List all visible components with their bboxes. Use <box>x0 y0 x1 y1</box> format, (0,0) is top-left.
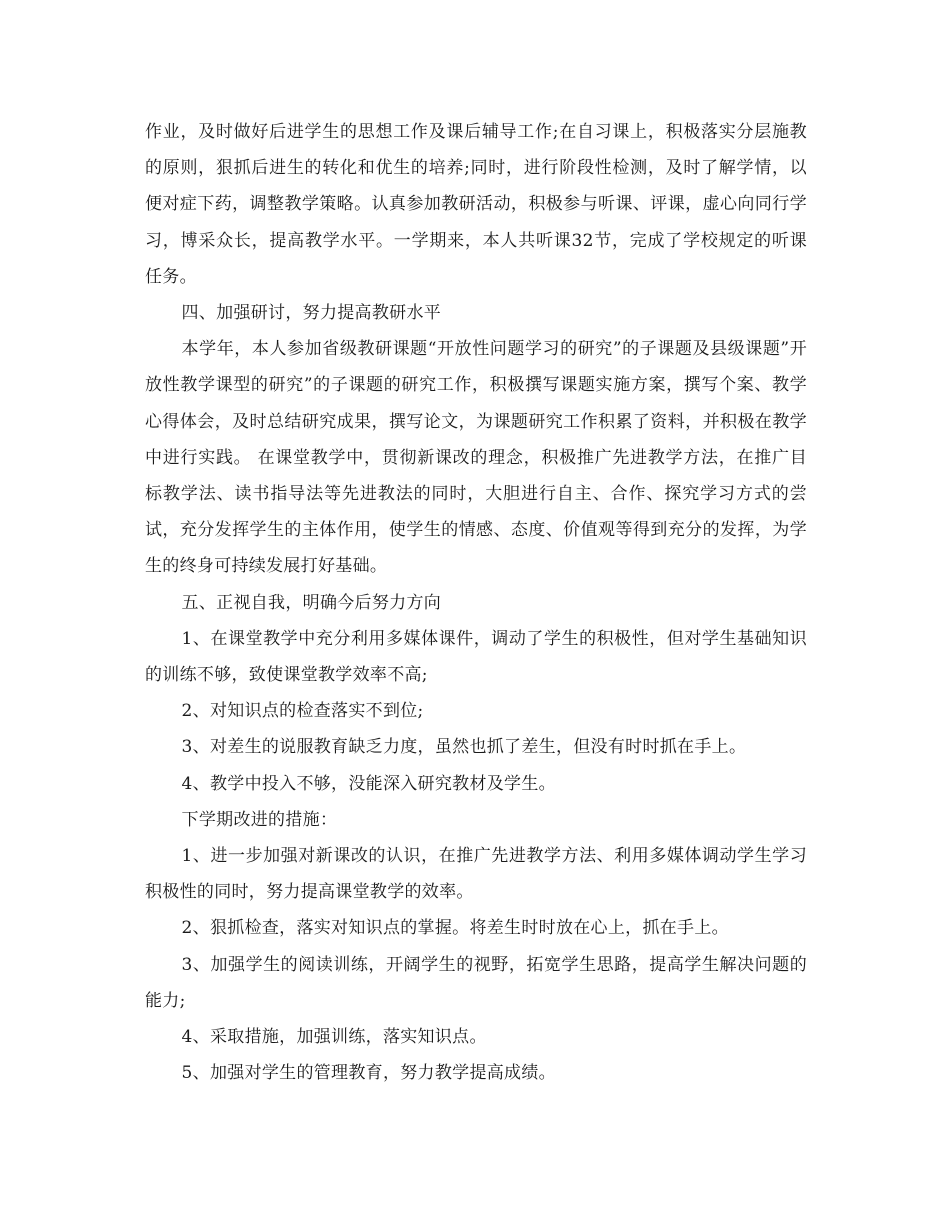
list-item-shortcoming-2: 2、对知识点的检查落实不到位; <box>181 701 424 722</box>
list-item-shortcoming-1: 1、在课堂教学中充分利用多媒体课件，调动了学生的积极性，但对学生基础知识的训练不够，致使课堂教学效率不高; <box>145 628 807 686</box>
subheading-improvement-measures: 下学期改进的措施： <box>181 809 338 830</box>
list-item-measure-5: 5、加强对学生的管理教育，努力教学提高成绩。 <box>181 1063 556 1084</box>
list-item-shortcoming-3: 3、对差生的说服教育缺乏力度，虽然也抓了差生，但没有时时抓在手上。 <box>181 737 747 758</box>
list-item-shortcoming-4: 4、教学中投入不够，没能深入研究教材及学生。 <box>181 773 556 794</box>
list-item-measure-4: 4、采取措施，加强训练，落实知识点。 <box>181 1027 487 1048</box>
list-item-measure-3: 3、加强学生的阅读训练，开阔学生的视野，拓宽学生思路，提高学生解决问题的能力; <box>145 954 807 1011</box>
paragraph-research-work: 本学年，本人参加省级教研课题“开放性问题学习的研究”的子课题及县级课题”开放性教学课型的研究”的子课题的研究工作，积极撰写课题实施方案，撰写个案、教学心得体会，及时总结研究成果，撰写论文，为课题研究工作积累了资料，并积极在教学中进行实践。 在课堂教学中，贯彻新课改的理念，积极推广先进教学方法，在推广目标教学法、读书指导法等先进教法的同时，大胆进行自主、合作、探究学习方式的尝试，充分发挥学生的主体作用，使学生的情感、态度、价值观等得到充分的发挥，为学生的终身可持续发展打好基础。 <box>145 339 807 577</box>
section-heading-research: 四、加强研讨，努力提高教研水平 <box>181 303 442 324</box>
list-item-measure-2: 2、狠抓检查，落实对知识点的掌握。将差生时时放在心上，抓在手上。 <box>181 918 729 939</box>
list-item-measure-1: 1、进一步加强对新课改的认识，在推广先进教学方法、利用多媒体调动学生学习积极性的同时，努力提高课堂教学的效率。 <box>145 846 807 903</box>
document-body <box>145 114 807 1091</box>
section-heading-self-review: 五、正视自我，明确今后努力方向 <box>181 592 442 613</box>
paragraph-homework-and-tutoring: 作业，及时做好后进学生的思想工作及课后辅导工作;在自习课上，积极落实分层施教的原则，狠抓后进生的转化和优生的培养;同时，进行阶段性检测，及时了解学情，以便对症下药，调整教学策略。认真参加教研活动，积极参与听课、评课，虚心向同行学习，博采众长，提高教学水平。一学期来，本人共听课32节，完成了学校规定的听课任务。 <box>145 122 807 287</box>
